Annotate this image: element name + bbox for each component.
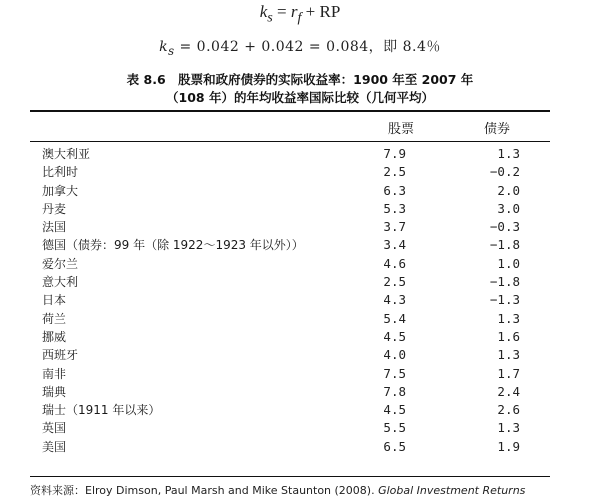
table-row [0, 182, 600, 200]
source-note [30, 482, 525, 498]
stocks-cell: 4.5 [383, 328, 406, 344]
table-body [0, 145, 600, 456]
stocks-cell: 4.5 [383, 402, 406, 418]
table-caption-line-1: 表 8.6 股票和政府债券的实际收益率：1900 年至 2007 年 [126, 72, 474, 87]
table-row [0, 383, 600, 401]
country-cell: 瑞士（1911 年以来） [42, 403, 161, 418]
country-cell: 丹麦 [42, 201, 67, 216]
stocks-cell: 4.0 [383, 347, 406, 363]
table-row [0, 291, 600, 309]
table-row [0, 273, 600, 291]
country-cell: 爱尔兰 [42, 256, 79, 271]
stocks-cell: 7.8 [383, 383, 406, 399]
table-caption-line-2: （108 年）的年均收益率国际比较（几何平均） [166, 90, 434, 105]
bonds-cell: 1.9 [497, 438, 520, 454]
table-row [0, 236, 600, 254]
bonds-cell: 1.7 [497, 365, 520, 381]
table-row [0, 255, 600, 273]
stocks-cell: 2.5 [383, 274, 406, 290]
column-header-stocks: 股票 [388, 122, 415, 137]
country-cell: 瑞典 [42, 384, 67, 399]
formula-line-1: $k_s = r_f$ + RP [259, 2, 341, 26]
table-row [0, 419, 600, 437]
table-row [0, 310, 600, 328]
stocks-cell: 4.3 [383, 292, 406, 308]
country-cell: 德国（债券：99 年（除 1922～1923 年以外）） [42, 238, 304, 253]
stocks-cell: 5.4 [383, 310, 406, 326]
table-top-rule [30, 110, 550, 112]
table-header-rule [30, 141, 550, 142]
bonds-cell: 1.6 [497, 328, 520, 344]
table-row [0, 145, 600, 163]
table-row [0, 401, 600, 419]
stocks-cell: 4.6 [383, 255, 406, 271]
country-cell: 加拿大 [42, 183, 79, 198]
column-header-bonds: 债券 [484, 122, 511, 137]
bonds-cell: 1.3 [497, 347, 520, 363]
stocks-cell: 3.7 [383, 219, 406, 235]
stocks-cell: 5.5 [383, 420, 406, 436]
formula-rf: $r_f$ [290, 2, 302, 26]
source-title: Global Investment Returns [378, 484, 526, 497]
bonds-cell: 1.3 [497, 420, 520, 436]
bonds-cell: 2.0 [497, 182, 520, 198]
country-cell: 日本 [42, 293, 67, 308]
source-prefix: 资料来源：Elroy Dimson, Paul Marsh and Mike Staunton (2008). [30, 484, 379, 497]
formula-result: = 0.042 + 0.042 = 0.084，即 8.4％ [174, 39, 441, 55]
table-row [0, 200, 600, 218]
formula-ks: $k_s$ [259, 2, 273, 26]
bonds-cell: −1.8 [489, 274, 520, 290]
country-cell: 美国 [42, 439, 67, 454]
stocks-cell: 5.3 [383, 200, 406, 216]
table-bottom-rule [30, 476, 550, 477]
formula-line-2 [0, 36, 600, 58]
stocks-cell: 2.5 [383, 164, 406, 180]
bonds-cell: −1.3 [489, 292, 520, 308]
bonds-cell: −0.3 [489, 219, 520, 235]
table-row [0, 346, 600, 364]
table-row [0, 365, 600, 383]
bonds-cell: −1.8 [489, 237, 520, 253]
bonds-cell: 1.3 [497, 146, 520, 161]
stocks-cell: 7.9 [383, 146, 406, 161]
bonds-cell: 1.0 [497, 255, 520, 271]
table-row [0, 218, 600, 236]
stocks-cell: 6.3 [383, 182, 406, 198]
country-cell: 南非 [42, 366, 67, 381]
bonds-cell: −0.2 [489, 164, 520, 180]
stocks-cell: 6.5 [383, 438, 406, 454]
table-row [0, 163, 600, 181]
formula-rp: + RP [301, 2, 341, 21]
table-row [0, 328, 600, 346]
formula-ks: $k_s$ [159, 39, 175, 58]
country-cell: 挪威 [42, 329, 67, 344]
country-cell: 荷兰 [42, 311, 67, 326]
bonds-cell: 3.0 [497, 200, 520, 216]
country-cell: 比利时 [42, 165, 79, 180]
table-row [0, 438, 600, 456]
country-cell: 英国 [42, 421, 67, 436]
stocks-cell: 3.4 [383, 237, 406, 253]
country-cell: 法国 [42, 220, 67, 235]
country-cell: 意大利 [42, 275, 79, 290]
bonds-cell: 2.4 [497, 383, 520, 399]
bonds-cell: 1.3 [497, 310, 520, 326]
country-cell: 西班牙 [42, 348, 79, 363]
stocks-cell: 7.5 [383, 365, 406, 381]
bonds-cell: 2.6 [497, 402, 520, 418]
country-cell: 澳大利亚 [42, 147, 91, 161]
